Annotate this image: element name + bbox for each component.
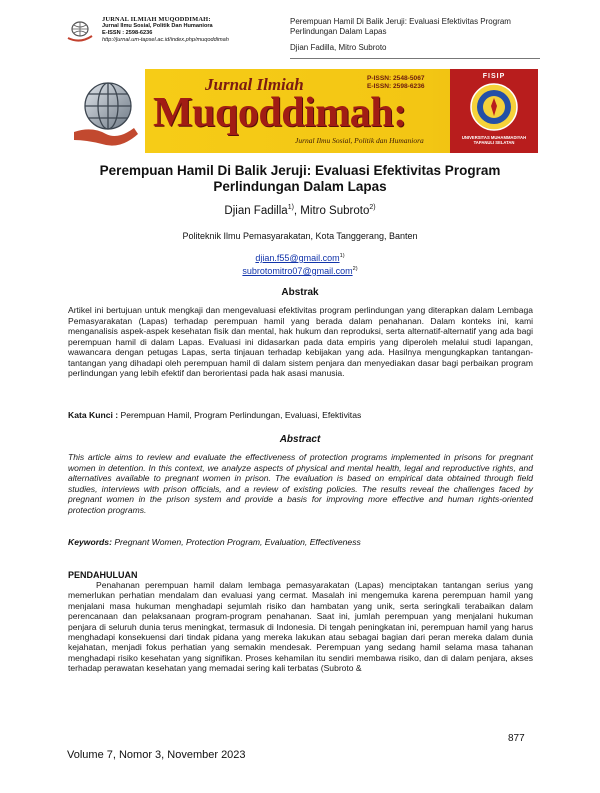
author-2-sup: 2) bbox=[369, 204, 376, 211]
running-authors: Djian Fadilla, Mitro Subroto bbox=[290, 43, 387, 52]
kata-kunci-label: Kata Kunci : bbox=[68, 410, 119, 420]
journal-banner bbox=[145, 69, 538, 153]
author-1: Djian Fadilla bbox=[224, 204, 288, 217]
section-heading-pendahuluan: PENDAHULUAN bbox=[68, 570, 138, 580]
banner-jurnal-label: Jurnal Ilmiah bbox=[205, 75, 304, 94]
page-number: 877 bbox=[508, 733, 525, 744]
fisip-panel bbox=[450, 69, 538, 153]
kata-kunci-values: Perempuan Hamil, Program Perlindungan, Evaluasi, Efektivitas bbox=[118, 410, 362, 420]
abstract-text: This article aims to review and evaluate the effectiveness of protection programs implemented in prisons for pregnant women in detention. In this context, we analyze aspects of physical and mental health, legal and reproductive rights, and alternatives available to pregnant women in prison. The evaluation is based on empirical data obtained through field studies, interviews with prison officials, and a review of existing policies. The results reveal the challenges faced by pregnant women in the prison system and provide a basis for improving more effective and human rights-oriented protection programs. bbox=[68, 452, 533, 515]
banner-subtitle: Jurnal Ilmu Sosial, Politik dan Humaniora bbox=[295, 136, 424, 145]
volume-footer: Volume 7, Nomor 3, November 2023 bbox=[67, 749, 246, 761]
journal-mini-subtitle: Jurnal Ilmu Sosial, Politik Dan Humaniora bbox=[102, 23, 213, 29]
university-name: UNIVERSITAS MUHAMMADIYAH TAPANULI SELATAN bbox=[461, 135, 527, 145]
email-1-link[interactable]: djian.f55@gmail.com bbox=[255, 253, 340, 263]
header-divider bbox=[290, 58, 540, 59]
banner-pissn: P-ISSN: 2548-5067 bbox=[367, 75, 425, 82]
journal-mini-url[interactable]: http://jurnal.um-tapsel.ac.id/index.php/muqoddimah bbox=[102, 37, 229, 43]
running-header-right bbox=[290, 17, 540, 53]
email-2-link[interactable]: subrotomitro07@gmail.com bbox=[242, 266, 353, 276]
journal-mini-eissn: E-ISSN : 2598-6236 bbox=[102, 30, 153, 36]
author-emails bbox=[60, 251, 540, 277]
abstrak-text: Artikel ini bertujuan untuk mengkaji dan mengevaluasi efektivitas program perlindungan yang diterapkan dalam Lembaga Pemasyarakatan (Lapas) terhadap perempuan hamil yang berada dalam penahanan. Dalam konteks ini, kami menganalisis aspek-aspek kesehatan fisik dan mental, hak hukum dan reproduksi, serta alternatif-alternatif yang ada bagi perempuan hamil di dalam Lapas. Evaluasi ini didasarkan pada data empiris yang diperoleh melalui studi lapangan, wawancara dengan petugas Lapas, serta tinjauan terhadap kebijakan yang ada. Hasilnya mengungkapkan tantangan-tantangan yang dihadapi oleh perempuan hamil di dalam sistem penjara dan menyediakan dasar bagi perbaikan program perlindungan yang lebih efektif dan berorientasi pada hak asasi manusia. bbox=[68, 305, 533, 378]
keywords bbox=[68, 537, 533, 547]
journal-mini-name: JURNAL ILMIAH MUQODDIMAH: bbox=[102, 16, 211, 23]
article-authors bbox=[60, 204, 540, 217]
article-title: Perempuan Hamil Di Balik Jeruji: Evaluasi Efektivitas Program Perlindungan Dalam Lapas bbox=[99, 163, 501, 194]
kata-kunci bbox=[68, 410, 533, 420]
journal-mini-header bbox=[102, 16, 282, 44]
intro-paragraph: Penahanan perempuan hamil dalam lembaga pemasyarakatan (Lapas) menciptakan tantangan serius yang memerlukan perhatian mendalam dan evaluasi yang cermat. Masalah ini mengemuka karena perempuan hamil yang menjalani masa hukuman menghadapi sejumlah risiko dan hambatan yang unik, serta seringkali terabaikan dalam perencanaan dan pelaksanaan program-program penahanan. Saat ini, jumlah perempuan yang menjalani hukuman penjara di seluruh dunia terus meningkat, termasuk di Indonesia. Di tengah peningkatan ini, perempuan hamil yang harus menghadapi konsekuensi dari tindak pidana yang mereka lakukan atau sebagai bagian dari peran mereka dalam dunia kejahatan, menjadi fokus perhatian yang semakin mendesak. Perempuan yang sedang hamil selama masa tahanan menghadapi risiko kesehatan yang signifikan. Proses kehamilan itu sendiri membawa risiko, dan di dalam penjara, akses terhadap perawatan kesehatan yang memadai sering kali terbatas (Subroto & bbox=[68, 580, 533, 674]
abstrak-heading: Abstrak bbox=[281, 287, 319, 298]
banner-eissn: E-ISSN: 2598-6236 bbox=[367, 83, 425, 90]
running-title: Perempuan Hamil Di Balik Jeruji: Evaluasi Efektivitas Program Perlindungan Dalam Lapas bbox=[290, 17, 511, 36]
university-seal-icon bbox=[469, 82, 519, 132]
keywords-label: Keywords: bbox=[68, 537, 112, 547]
author-1-sup: 1) bbox=[287, 204, 294, 211]
globe-hand-logo-icon bbox=[66, 21, 94, 43]
author-2: , Mitro Subroto bbox=[293, 204, 370, 217]
email-1-sup: 1) bbox=[339, 253, 345, 259]
affiliation: Politeknik Ilmu Pemasyarakatan, Kota Tanggerang, Banten bbox=[182, 231, 418, 241]
banner-issn bbox=[367, 75, 425, 91]
abstract-heading: Abstract bbox=[279, 434, 321, 445]
email-2-sup: 2) bbox=[352, 266, 358, 272]
globe-hand-logo-large-icon bbox=[70, 78, 142, 150]
fisip-label: FISIP bbox=[482, 73, 506, 80]
banner-journal-name: Muqoddimah: bbox=[153, 90, 407, 136]
keywords-values: Pregnant Women, Protection Program, Evaluation, Effectiveness bbox=[111, 537, 361, 547]
